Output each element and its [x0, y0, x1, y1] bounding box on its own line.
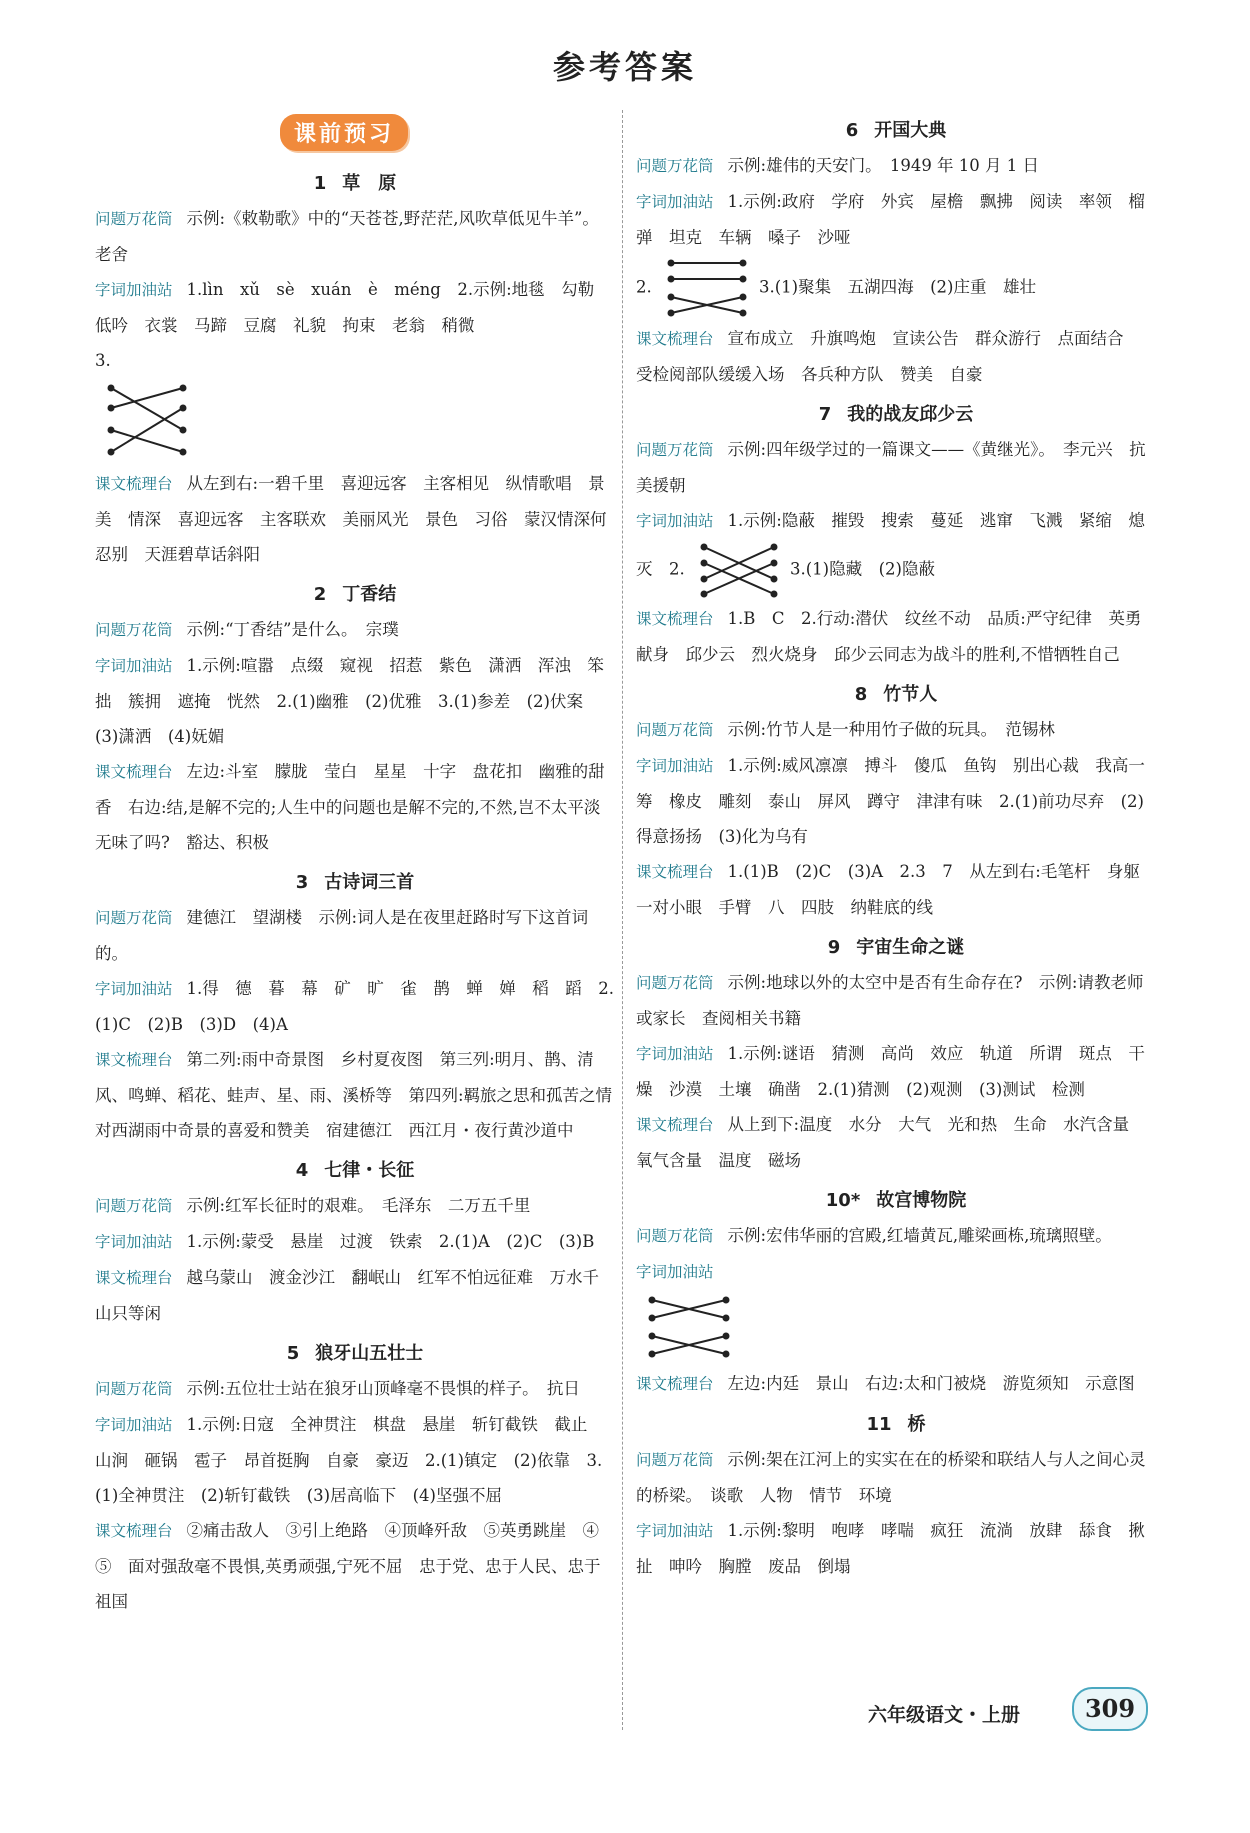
- vocab-block: 字词加油站 1.得 德 暮 幕 矿 旷 雀 鹊 蝉 婵 稻 蹈 2.(1)C (2)B (3)D (4)A: [95, 979, 615, 1034]
- outline-block: 课文梳理台 越乌蒙山 渡金沙江 翻岷山 红军不怕远征难 万水千山只等闲: [95, 1268, 600, 1323]
- outline-block: 课文梳理台 从左到右:一碧千里 喜迎远客 主客相见 纵情歌唱 景美 情深 喜迎远客 主客联欢 美丽风光 景色 习俗 蒙汉情深何忍别 天涯碧草话斜阳: [95, 474, 607, 564]
- vocab-block: 字词加油站 1.示例:威风凛凛 搏斗 傻瓜 鱼钩 别出心裁 我高一筹 橡皮 雕刻 泰山 屏风 蹲守 津津有味 2.(1)前功尽弃 (2)得意扬扬 (3)化为乌有: [636, 756, 1145, 846]
- question-block: 问题万花筒 示例:五位壮士站在狼牙山顶峰毫不畏惧的样子。 抗日: [95, 1379, 580, 1398]
- question-block: 问题万花筒 建德江 望湖楼 示例:词人是在夜里赶路时写下这首词的。: [95, 908, 589, 963]
- question-block: 问题万花筒 示例:《敕勒歌》中的“天苍苍,野茫茫,风吹草低见牛羊”。 老舍: [95, 209, 608, 264]
- section-badge: 课前预习: [280, 114, 408, 151]
- page-number: 309: [1072, 1687, 1148, 1731]
- question-block: 问题万花筒 示例:竹节人是一种用竹子做的玩具。 范锡林: [636, 720, 1055, 739]
- lesson-heading: 3 古诗词三首: [295, 872, 415, 893]
- matching-lines-diagram: [696, 539, 784, 601]
- lesson-heading: 9 宇宙生命之谜: [827, 937, 965, 958]
- vocab-block: 字词加油站 1.示例:隐蔽 摧毁 搜索 蔓延 逃窜 飞溅 紧缩 熄灭 2. 3.(1)隐藏 (2)隐蔽: [636, 503, 1156, 601]
- vocab-block: 字词加油站 1.示例:日寇 全神贯注 棋盘 悬崖 斩钉截铁 截止 山涧 砸锅 雹子 昂首挺胸 自豪 豪迈 2.(1)镇定 (2)依靠 3.(1)全神贯注 (2)斩钉截铁 (3)居高临下 (4)坚强不屈: [95, 1415, 604, 1505]
- question-block: 问题万花筒 示例:红军长征时的艰难。 毛泽东 二万五千里: [95, 1196, 531, 1215]
- vocab-block: 字词加油站: [636, 1254, 1156, 1362]
- matching-lines-diagram: [103, 380, 193, 462]
- vocab-matching: 2. 3.(1)聚集 五湖四海 (2)庄重 雄壮: [636, 255, 1156, 321]
- vocab-block: 字词加油站 1.示例:喧嚣 点缀 窥视 招惹 紫色 潇洒 浑浊 笨拙 簇拥 遮掩 恍然 2.(1)幽雅 (2)优雅 3.(1)参差 (2)伏案 (3)潇洒 (4)妩媚: [95, 656, 604, 746]
- column-divider: [622, 110, 623, 1730]
- vocab-block: 字词加油站 1.示例:谜语 猜测 高尚 效应 轨道 所谓 斑点 干燥 沙漠 土壤 确凿 2.(1)猜测 (2)观测 (3)测试 检测: [636, 1044, 1145, 1099]
- outline-block: 课文梳理台 左边:斗室 朦胧 莹白 星星 十字 盘花扣 幽雅的甜香 右边:结,是解不完的;人生中的问题也是解不完的,不然,岂不太平淡无味了吗? 豁达、积极: [95, 762, 605, 852]
- vocab-block: 字词加油站 1.lìn xǔ sè xuán è méng 2.示例:地毯 勾勒 低吟 衣裳 马蹄 豆腐 礼貌 拘束 老翁 稍微: [95, 280, 611, 335]
- lesson-heading: 8 竹节人: [854, 684, 938, 705]
- outline-block: 课文梳理台 左边:内廷 景山 右边:太和门被烧 游览须知 示意图: [636, 1374, 1135, 1393]
- matching-lines-diagram: [644, 1292, 736, 1362]
- matching-lines-diagram: [663, 255, 753, 321]
- question-block: 问题万花筒 示例:宏伟华丽的宫殿,红墙黄瓦,雕梁画栋,琉璃照壁。: [636, 1226, 1112, 1245]
- lesson-heading: 10* 故宫博物院: [825, 1190, 967, 1211]
- right-column: [636, 108, 1156, 1584]
- vocab-block: 字词加油站 1.示例:黎明 咆哮 哮喘 疯狂 流淌 放肆 舔食 揪扯 呻吟 胸膛 废品 倒塌: [636, 1521, 1145, 1576]
- question-block: 问题万花筒 示例:架在江河上的实实在在的桥梁和联结人与人之间心灵的桥梁。 谈歌 人物 情节 环境: [636, 1450, 1146, 1505]
- lesson-heading: 6 开国大典: [845, 120, 947, 141]
- outline-block: 课文梳理台 宣布成立 升旗鸣炮 宣读公告 群众游行 点面结合 受检阅部队缓缓入场 各兵种方队 赞美 自豪: [636, 329, 1141, 384]
- question-block: 问题万花筒 示例:四年级学过的一篇课文——《黄继光》。 李元兴 抗美援朝: [636, 440, 1146, 495]
- lesson-heading: 7 我的战友邱少云: [818, 404, 974, 425]
- lesson-heading: 4 七律・长征: [295, 1160, 415, 1181]
- outline-block: 课文梳理台 第二列:雨中奇景图 乡村夏夜图 第三列:明月、鹊、清风、鸣蝉、稻花、蛙声、星、雨、溪桥等 第四列:羁旅之思和孤苦之情 对西湖雨中奇景的喜爱和赞美 宿建德江 西江月・夜行黄沙道中: [95, 1050, 629, 1140]
- outline-block: 课文梳理台 1.B C 2.行动:潜伏 纹丝不动 品质:严守纪律 英勇献身 邱少云 烈火烧身 邱少云同志为战斗的胜利,不惜牺牲自己: [636, 609, 1142, 664]
- question-block: 问题万花筒 示例:地球以外的太空中是否有生命存在? 示例:请教老师或家长 查阅相关书籍: [636, 973, 1144, 1028]
- left-column: [95, 108, 629, 1619]
- lesson-heading: 11 桥: [866, 1414, 926, 1435]
- lesson-heading: 5 狼牙山五壮士: [286, 1343, 424, 1364]
- question-block: 问题万花筒 示例:雄伟的天安门。 1949 年 10 月 1 日: [636, 156, 1040, 175]
- question-block: 问题万花筒 示例:“丁香结”是什么。 宗璞: [95, 620, 399, 639]
- vocab-block: 字词加油站 1.示例:政府 学府 外宾 屋檐 飘拂 阅读 率领 榴弹 坦克 车辆 嗓子 沙哑: [636, 192, 1145, 247]
- vocab-matching: 3.: [95, 343, 615, 462]
- outline-block: 课文梳理台 1.(1)B (2)C (3)A 2.3 7 从左到右:毛笔杆 身躯 一对小眼 手臂 八 四肢 纳鞋底的线: [636, 862, 1157, 917]
- page-title: 参考答案: [552, 48, 697, 86]
- lesson-heading: 1 草 原: [313, 173, 397, 194]
- outline-block: 课文梳理台 ②痛击敌人 ③引上绝路 ④顶峰歼敌 ⑤英勇跳崖 ④ ⑤ 面对强敌毫不畏惧,英勇顽强,宁死不屈 忠于党、忠于人民、忠于祖国: [95, 1521, 616, 1611]
- lesson-heading: 2 丁香结: [313, 584, 397, 605]
- vocab-block: 字词加油站 1.示例:蒙受 悬崖 过渡 铁索 2.(1)A (2)C (3)B: [95, 1232, 595, 1251]
- outline-block: 课文梳理台 从上到下:温度 水分 大气 光和热 生命 水汽含量 氧气含量 温度 磁场: [636, 1115, 1146, 1170]
- footer-grade-label: 六年级语文・上册: [868, 1704, 1021, 1726]
